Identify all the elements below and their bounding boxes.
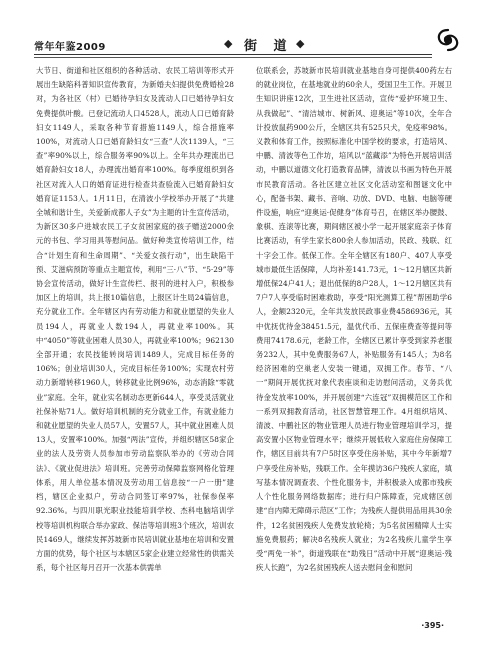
swirl-logo-icon xyxy=(434,26,462,54)
page-header xyxy=(34,32,462,54)
header-rule xyxy=(34,54,432,55)
diamond-left-icon: ◆ xyxy=(224,37,233,50)
diamond-right-icon: ◆ xyxy=(296,37,305,50)
body-paragraph-left: 大节日、街道和社区组织的各种活动、农民工培训等形式开展出生缺陷科普知识宣传教育，为新婚夫妇提供免费婚检28对，为各社区（村）已婚待孕妇女及流动人口已婚待孕妇女免费提供叶酸。已登记流动人口4528人，流动人口已婚育龄妇女1149人，采取各种节育措施1149人，综合措施率100%，对流动人口已婚育龄妇女“三查”人次1139人，“三查”率90%以上，综合服务率90%以上。全年共办理流出已婚育龄妇女18人，办理流出婚育率100%。每季度组织到各社区对流入人口的婚育证进行检查共查验流入已婚育龄妇女婚育证1153人。1月11日，在清波小学校举办开展了“共建全城和谐计生，关爱新成都人子女”为主题的计生宣传活动，为新区30多户进城农民工子女贫困家庭的孩子赠送2000余元的书包、学习用具等慰问品。做好种类宣传培训工作，结合“计划生育和生命周期”、“关爱女孩行动”，出生缺陷干预、艾滋病预防等重点主题宣传，利用“三·八”节、“5·29”等协会宣传活动，做好计生宣传栏、报刊的进村入户，积极参加区上的培训，共上报10篇信息，上报区计生局24篇信息，充分就业工作。全年辖区内有劳动能力和就业愿望的失业人员194人，再就业人数194人，再就业率100%。其中“4050”等就业困难人员30人，再就业率100%；962130全部开通；农民技能转岗培训1489人，完成目标任务的106%；创业培训30人，完成目标任务100%；实现农村劳动力新增转移1960人，转移就业比例96%，动态消除“零就业”家庭。全年，就业实名制动态更新644人，享受灵活就业社保补贴71人。做好培训机制的充分就业工作，有就业能力和就业愿望的失业人员57人，安置57人，其中就业困难人员13人，安置率100%。加强“两法”宣传，并组织辖区58家企业的法人及劳资人员参加市劳动监察队举办的《劳动合同法》、《就业促进法》培训班。完善劳动保障监察网格化管理体系，用人单位基本情况及劳动用工信息按“一户一册”建档，辖区企业拟户，劳动合同签订率97%，社保参保率92.36%。与四川职光职业技能培训学校、杰科电脑培训学校等培训机构联合举办家政、保洁等培训班3个班次，培训农民1469人，继续发挥苏坡新市民培训就业基地在培训和安置方面的优势，每个社区与本辖区5家企业建立经常性的供需关系，每个社区每月召开一次基本供需单 xyxy=(36,66,234,573)
text-column-right xyxy=(256,64,452,575)
yearbook-title: 常年年鉴2009 xyxy=(34,42,106,53)
page-number: ·395· xyxy=(421,621,444,630)
section-title: 街 道 xyxy=(244,39,293,54)
text-column-left xyxy=(36,64,234,575)
body-paragraph-right: 位联系会，苏坡新市民培训就业基地自身可提供400药左右的就业岗位，在基地就业的60余人，受国卫生工作。开展卫生知识讲座12次，卫生进社区活动，宣传“爱护环境卫生、从我做起”、“清洁城市、树新风、迎奥运”等10次，全年合计投放鼠药900公斤，全辖区共有525只犬，免疫率98%。义教和体育工作，按照标准化中国学校的要求，打造培风、中鹏、清波等色工作坊，培风以“蓝藏添”为特色开展培训活动，中鹏以道德文化打造教育品牌，清波以书画为特色开展市民教育活动。各社区建立社区文化活动室和图谜文化中心，配备书架、藏书、音响、功放、DVD、电脑、电脑等硬件设施，响应“迎奥运·促健身”体育号召，在辖区举办腰鼓、象棋、连滚等比赛，期间辖区被小学一起开展家庭亲子体育比赛活动，有学生家长800余人参加活动，民政、残联、红十字会工作。低保工作。全年全辖区有180户、407人享受城市最低生活保障，人均补差141.73元，1～12月辖区共新增低保24户41人；退出低保的8户28人，1～12月辖区共有7户7人享受临时困难救助，享受“阳光测算工程”帮困助学6人，金额2320元，全年共发放民政事业费4586936元，其中优抚优待金38451.5元，温优代币、五保座费查等提问等费用74178.6元，老龄工作，全辖区已累计享受到家养老服务232人，其中免费服务67人，补贴服务有145人；为8名经济困难的空巢老人安装一键通，双拥工作。春节、“八一”期间开展优抚对象代表座谈和走访慰问活动，义务兵优待金发放率100%，并开展创建“六连冠”双拥模范区工作和一系列双拥教育活动，社区智慧管理工作。4月组织培风、清波、中鹏社区的物业管理人员进行物业管理培训学习，提高安置小区物业管理水平；继续开展低收入家庭住房保障工作，辖区目前共有7户5时区享受住房补贴，其中今年新增7户享受住房补贴，残联工作。全年摸访36户残疾人家庭，填写基本情况调查表、个性化服务卡，并积极录入成都市残疾人个性化服务网络数据库；进行归户陈障查，完成辖区创建“自内障无障碍示范区”工作；为残疾人提供用品用具30余件，12名贫困残疾人免费发放轮椅；为5名贫困精障人士实施免费服药；解决8名残疾人就业；为2名残疾儿童学生享受“两免一补”，街道残联在“助残日”活动中开展“迎奥运·残疾人长跑”，为2名贫困残疾人送去慰问金和慰问 xyxy=(256,66,452,573)
header-rule-thin xyxy=(34,57,432,58)
